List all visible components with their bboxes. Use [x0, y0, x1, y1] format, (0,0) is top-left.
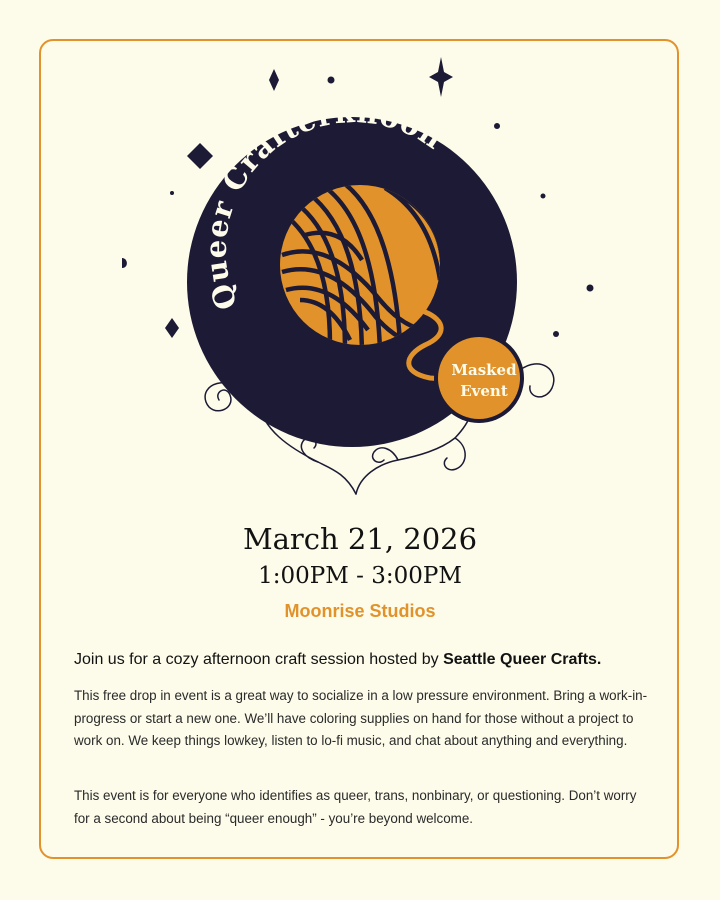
event-time: 1:00PM - 3:00PM	[258, 563, 462, 589]
description-paragraph-2: This event is for everyone who identifies as queer, trans, nonbinary, or questioning. Don’t worry for a second about being “queer enough” - you’re beyond welcome.	[74, 788, 637, 826]
event-venue: Moonrise Studios	[284, 601, 436, 621]
badge-line-2: Event	[460, 382, 508, 400]
description-paragraph-1: This free drop in event is a great way to socialize in a low pressure environment. Bring a work-in-progress or start a new one. We’ll have coloring supplies on hand for those without a project to work on. We keep things lowkey, listen to lo-fi music, and chat about anything and everything.	[74, 688, 648, 748]
masked-event-badge	[434, 333, 524, 423]
intro-text: Join us for a cozy afternoon craft session hosted by	[74, 651, 444, 668]
badge-line-1: Masked	[451, 361, 517, 379]
event-date: March 21, 2026	[242, 522, 478, 556]
host-name: Seattle Queer Crafts.	[443, 651, 602, 668]
poster-title: Queer Crafterknoon	[198, 94, 450, 315]
intro-line	[74, 651, 654, 669]
